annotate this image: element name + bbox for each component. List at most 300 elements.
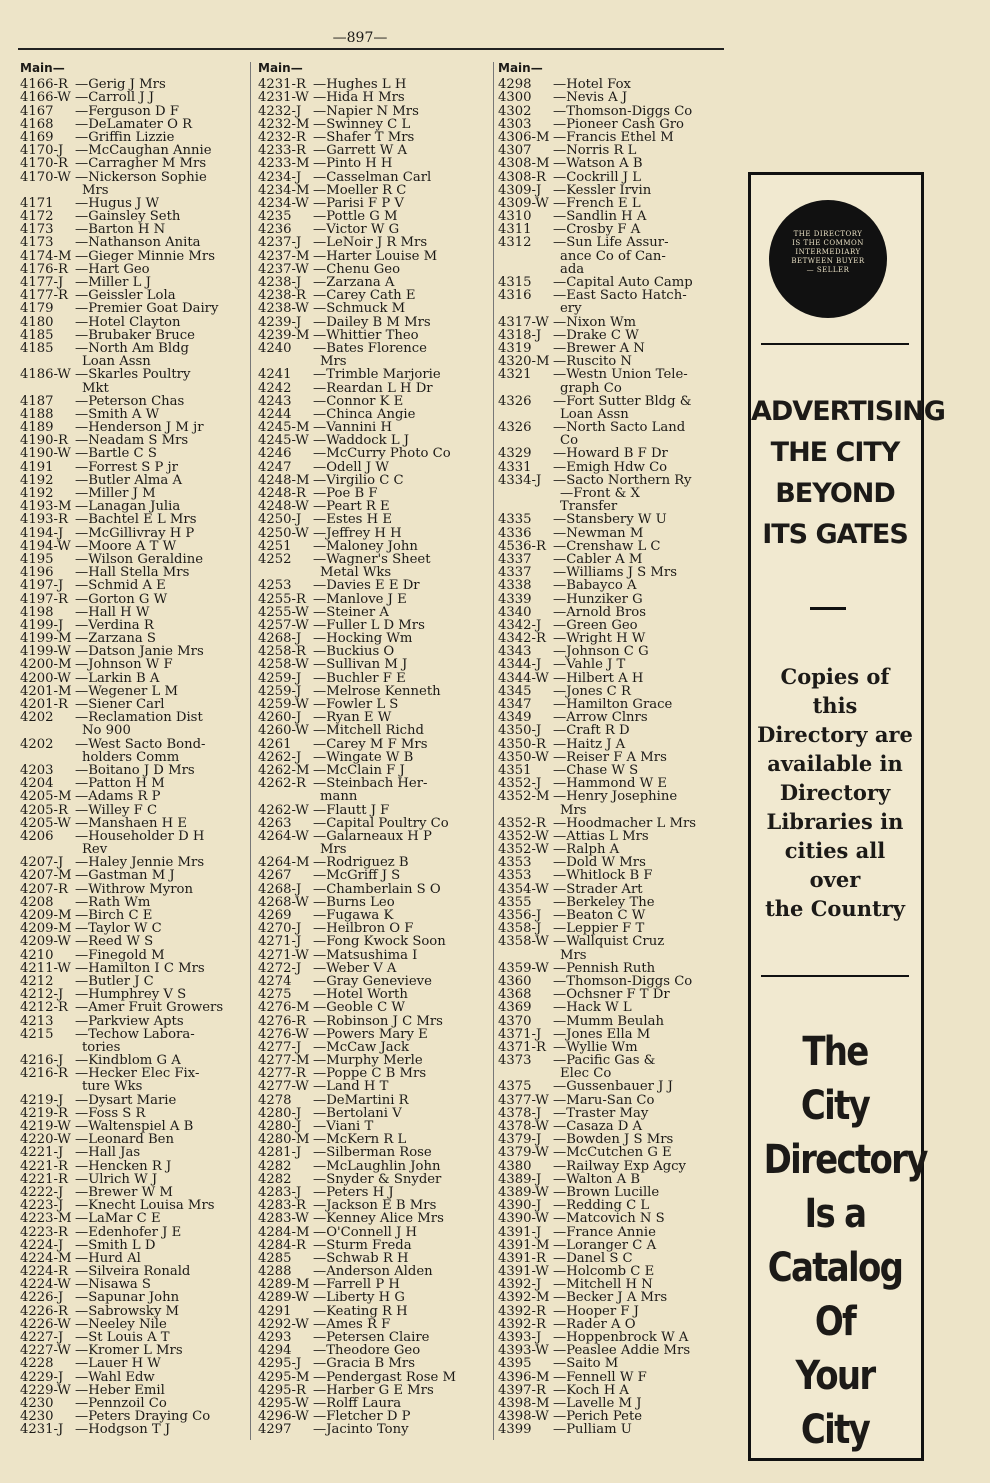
entry-continuation: ture Wks [82,1079,143,1095]
phone-number: 4284-R [258,1237,306,1253]
directory-entry [20,738,248,751]
phone-number: 4224-J [20,1237,64,1253]
phone-number: 4339 [498,591,532,607]
listing-name: —Matsushima I [313,947,418,963]
directory-column-3 [498,62,733,1437]
listing-name: —Lavelle M J [553,1395,642,1411]
ad-copies-line: Libraries in [766,809,904,834]
listing-name: —Davies E E Dr [313,578,420,594]
phone-number: 4207-J [20,855,64,871]
listing-name: —Peaslee Addie Mrs [553,1343,691,1359]
listing-name: —Miller J M [75,486,156,502]
listing-name: —Ochsner F T Dr [553,987,670,1003]
directory-entry [258,738,490,751]
phone-number: 4244 [258,406,292,422]
directory-entry [20,513,248,526]
listing-name: —Dailey B M Mrs [313,314,431,330]
directory-entry [258,1212,490,1225]
listing-name: —Peart R E [313,499,390,515]
directory-entry [498,1384,733,1397]
directory-entry [498,1094,733,1107]
phone-number: 4238-R [258,288,306,304]
listing-name: —Poe B F [313,486,378,502]
listing-name: —Kessler Irvin [553,182,652,198]
phone-number: 4353 [498,868,532,884]
directory-entry [20,790,248,803]
phone-number: 4393-W [498,1343,549,1359]
listing-name: —Crosby F A [553,222,641,238]
directory-entry [498,817,733,830]
listing-name: —Fowler L S [313,697,399,713]
phone-number: 4274 [258,973,292,989]
listing-name: —Thomson-Diggs Co [553,973,693,989]
phone-number: 4308-M [498,156,550,172]
listing-name: —Petersen Claire [313,1330,430,1346]
phone-number: 4194-J [20,525,64,541]
phone-number: 4253 [258,578,292,594]
phone-number: 4248-M [258,472,310,488]
phone-number: 4280-J [258,1105,302,1121]
listing-name: —Bertolani V [313,1105,402,1121]
directory-entry [258,579,490,592]
directory-entry [258,1015,490,1028]
listing-name: —Heilbron O F [313,921,414,937]
phone-number: 4255-R [258,591,306,607]
listing-name: —Estes H E [313,512,392,528]
listing-name: —French E L [553,195,641,211]
listing-name: —Saito M [553,1356,619,1372]
directory-entry [258,527,490,540]
phone-number: 4392-M [498,1290,550,1306]
phone-number: 4298 [498,77,532,93]
directory-entry [498,804,733,817]
directory-entry [258,302,490,315]
directory-entry [20,382,248,395]
phone-number: 4379-J [498,1132,542,1148]
ad-headline-line: BEYOND [775,478,895,509]
phone-number: 4234-W [258,195,309,211]
directory-entry [258,724,490,737]
listing-name: —Ferguson D F [75,103,179,119]
directory-column-2 [258,62,490,1437]
directory-entry [258,329,490,342]
listing-name: —Babayco A [553,578,637,594]
listing-name: —Matcovich N S [553,1211,665,1227]
listing-name: —Wright H W [553,631,646,647]
directory-entry [20,658,248,671]
phone-number: 4185 [20,340,54,356]
top-rule [18,48,724,50]
phone-number: 4267 [258,868,292,884]
directory-entry [498,1173,733,1186]
listing-name: —Maru-San Co [553,1092,655,1108]
directory-entry [258,949,490,962]
listing-name: —Johnson C G [553,644,649,660]
ad-copies-line: Directory are [757,722,913,747]
listing-name: —Sullivan M J [313,657,408,673]
phone-number: 4211-W [20,960,71,976]
directory-entry [258,1094,490,1107]
listing-name: —Jeffrey H H [313,525,402,541]
directory-entry [20,830,248,843]
listing-name: —Hotel Worth [313,987,408,1003]
phone-number: 4219-W [20,1119,71,1135]
directory-entry [498,1028,733,1041]
phone-number: 4306-M [498,129,550,145]
listing-name: —Sandlin H A [553,209,647,225]
listing-name: —Wagner's Sheet [313,551,431,567]
phone-number: 4233-M [258,156,310,172]
phone-number: 4282 [258,1158,292,1174]
directory-entry [20,1080,248,1093]
phone-number: 4260-W [258,723,309,739]
phone-number: 4212 [20,973,54,989]
directory-entry [498,461,733,474]
phone-number: 4223-M [20,1211,72,1227]
listing-name: —Siener Carl [75,697,165,713]
listing-name: —West Sacto Bond- [75,736,206,752]
entry-continuation: Mrs [560,947,587,963]
phone-number: 4309-W [498,195,549,211]
phone-number: 4319 [498,340,532,356]
entry-continuation: —Front & X [560,486,640,502]
ad-copies-line: available in [767,751,903,776]
listing-name: —Brewer W M [75,1184,173,1200]
phone-number: 4170-J [20,143,64,159]
phone-number: 4221-R [20,1171,68,1187]
listing-name: —Green Geo [553,617,638,633]
phone-number: 4329 [498,446,532,462]
listing-name: —Poppe C B Mrs [313,1066,427,1082]
directory-entry [498,606,733,619]
phone-number: 4269 [258,908,292,924]
listing-name: —Hamilton Grace [553,697,673,713]
listing-name: —Hall Jas [75,1145,141,1161]
directory-entry [20,869,248,882]
directory-entry [498,118,733,131]
listing-name: —Chase W S [553,762,639,778]
phone-number: 4336 [498,525,532,541]
ad-headline [751,391,945,555]
listing-name: —Hurd Al [75,1250,141,1266]
listing-name: —Geissler Lola [75,288,176,304]
phone-number: 4344-J [498,657,542,673]
listing-name: —Gieger Minnie Mrs [75,248,215,264]
listing-name: —McCurry Photo Co [313,446,451,462]
phone-number: 4389-W [498,1184,549,1200]
listing-name: —France Annie [553,1224,656,1240]
directory-entry [498,1239,733,1252]
directory-entry [498,658,733,671]
entry-continuation: No 900 [82,723,131,739]
listing-name: —LaMar C E [75,1211,161,1227]
listing-name: —Shafer T Mrs [313,129,415,145]
listing-name: —Fong Kwock Soon [313,934,446,950]
phone-number: 4213 [20,1013,54,1029]
listing-name: —Moore A T W [75,538,177,554]
phone-number: 4391-W [498,1264,549,1280]
listing-name: —Hooper F J [553,1303,639,1319]
phone-number: 4342-R [498,631,546,647]
phone-number: 4302 [498,103,532,119]
listing-name: —Craft R D [553,723,630,739]
listing-name: —Peters H J [313,1184,394,1200]
phone-number: 4186-W [20,367,71,383]
phone-number: 4245-M [258,420,310,436]
entry-continuation: Loan Assn [560,406,629,422]
phone-number: 4344-W [498,670,549,686]
phone-number: 4207-R [20,881,68,897]
listing-name: —Swinney C L [313,116,411,132]
listing-name: —McKern R L [313,1132,407,1148]
phone-number: 4377-W [498,1092,549,1108]
phone-number: 4237-J [258,235,302,251]
phone-number: 4296-W [258,1409,309,1425]
listing-name: —Bartle C S [75,446,157,462]
entry-continuation: tories [82,1039,121,1055]
directory-entry [258,790,490,803]
listing-name: —Birch C E [75,908,153,924]
directory-entry [498,91,733,104]
directory-entry [258,447,490,460]
phone-number: 4260-J [258,710,302,726]
listing-name: —Weber V A [313,960,397,976]
phone-number: 4391-R [498,1250,546,1266]
directory-entry [498,421,733,434]
phone-number: 4307 [498,143,532,159]
listing-name: —McGillivray H P [75,525,195,541]
phone-number: 4233-R [258,143,306,159]
directory-entry [498,395,733,408]
phone-number: 4369 [498,1000,532,1016]
phone-number: 4216-R [20,1066,68,1082]
listing-name: —Barton H N [75,222,166,238]
phone-number: 4359-W [498,960,549,976]
phone-number: 4320-M [498,354,550,370]
directory-entry [498,1423,733,1436]
directory-entry [20,751,248,764]
directory-entry [258,91,490,104]
phone-number: 4396-M [498,1369,550,1385]
phone-number: 4295-J [258,1356,302,1372]
phone-number: 4224-W [20,1277,71,1293]
directory-entry [258,869,490,882]
ad-copies-line: Directory [779,780,891,805]
ad-catalog-line: Your City [795,1353,875,1453]
phone-number: 4232-R [258,129,306,145]
directory-entry [258,606,490,619]
ad-catalog-line: Directory [763,1137,927,1183]
listing-name: —Strader Art [553,881,643,897]
listing-name: —Carragher M Mrs [75,156,207,172]
entry-continuation: Mrs [320,842,347,858]
directory-entry [258,1226,490,1239]
listing-name: —Gainsley Seth [75,209,181,225]
phone-number: 4358-J [498,921,542,937]
listing-name: —Buchler F E [313,670,406,686]
directory-entry [20,91,248,104]
entry-continuation: graph Co [560,380,622,396]
listing-name: —Brubaker Bruce [75,327,195,343]
phone-number: 4238-J [258,275,302,291]
phone-number: 4399 [498,1422,532,1438]
listing-name: —Edenhofer J E [75,1224,182,1240]
phone-number: 4321 [498,367,532,383]
listing-name: —McCaughan Annie [75,143,212,159]
directory-entry [20,1239,248,1252]
directory-entry [498,513,733,526]
entry-continuation: Co [560,433,579,449]
listing-name: —Moeller R C [313,182,407,198]
phone-number: 4334-J [498,472,542,488]
listing-name: —Ruscito N [553,354,632,370]
phone-number: 4206 [20,828,54,844]
directory-entry [258,1305,490,1318]
directory-seal [769,200,887,318]
listing-name: —Viani T [313,1119,374,1135]
phone-number: 4277-W [258,1079,309,1095]
listing-name: —Manlove J E [313,591,407,607]
phone-number: 4342-J [498,617,542,633]
listing-name: —Keating R H [313,1303,408,1319]
seal-text: THE DIRECTORY IS THE COMMON INTERMEDIARY BETWEEN BUYER — SELLER [791,230,865,274]
phone-number: 4289-W [258,1290,309,1306]
listing-name: —Hack W L [553,1000,632,1016]
phone-number: 4293 [258,1330,292,1346]
entry-continuation: Elec Co [560,1066,612,1082]
listing-name: —Capital Auto Camp [553,275,693,291]
listing-name: —Skarles Poultry [75,367,191,383]
listing-name: —Dysart Marie [75,1092,177,1108]
directory-entry [20,1094,248,1107]
listing-name: —Taylor W C [75,921,162,937]
phone-number: 4347 [498,697,532,713]
directory-entry [20,105,248,118]
phone-number: 4259-W [258,697,309,713]
phone-number: 4345 [498,683,532,699]
directory-entry [498,329,733,342]
phone-number: 4391-M [498,1237,550,1253]
phone-number: 4252 [258,551,292,567]
directory-entry [258,1028,490,1041]
phone-number: 4221-R [20,1158,68,1174]
directory-entry [258,250,490,263]
phone-number: 4349 [498,710,532,726]
entry-continuation: Metal Wks [320,565,392,581]
phone-number: 4277-R [258,1066,306,1082]
phone-number: 4245-W [258,433,309,449]
ad-copies-line: cities all [784,838,886,863]
ad-divider [761,975,909,977]
directory-entry [258,672,490,685]
phone-number: 4343 [498,644,532,660]
listing-name: —Casaza D A [553,1119,643,1135]
phone-number: 4371-R [498,1039,546,1055]
listing-name: —Nixon Wm [553,314,637,330]
directory-entry [258,658,490,671]
listing-name: —Gussenbauer J J [553,1079,673,1095]
phone-number: 4263 [258,815,292,831]
listing-name: —Forrest S P jr [75,459,178,475]
directory-entry [498,382,733,395]
listing-name: —Cockrill J L [553,169,641,185]
entry-continuation: ery [560,301,582,317]
phone-number: 4262-J [258,749,302,765]
phone-number: 4276-W [258,1026,309,1042]
directory-entry [498,1357,733,1370]
directory-entry [498,1305,733,1318]
directory-entry [498,672,733,685]
listing-name: —Pinto H H [313,156,393,172]
phone-number: 4223-R [20,1224,68,1240]
directory-entry [20,1371,248,1384]
listing-name: —Withrow Myron [75,881,193,897]
directory-entry [20,1226,248,1239]
directory-entry [498,883,733,896]
directory-entry [498,869,733,882]
listing-name: —Waltenspiel A B [75,1119,194,1135]
phone-number: 4227-W [20,1343,71,1359]
phone-number: 4392-R [498,1303,546,1319]
directory-entry [20,329,248,342]
phone-number: 4174-M [20,248,72,264]
listing-name: —McLaughlin John [313,1158,441,1174]
column-divider [250,62,251,1440]
directory-entry [20,949,248,962]
phone-number: 4283-W [258,1211,309,1227]
listing-name: —Nickerson Sophie [75,169,207,185]
listing-name: —Murphy Merle [313,1053,423,1069]
phone-number: 4340 [498,604,532,620]
entry-continuation: Mrs [320,354,347,370]
listing-name: —Powers Mary E [313,1026,428,1042]
phone-number: 4311 [498,222,532,238]
entry-continuation: mann [320,789,358,805]
phone-number: 4169 [20,129,54,145]
phone-number: 4223-J [20,1198,64,1214]
phone-number: 4275 [258,987,292,1003]
directory-entry [498,962,733,975]
entry-continuation: Loan Assn [82,354,151,370]
directory-entry [20,1291,248,1304]
listing-name: —Berkeley The [553,894,655,910]
listing-name: —Hencken R J [75,1158,172,1174]
listing-name: —Steinbach Her- [313,776,428,792]
ad-copies-line: over [809,867,861,892]
entry-continuation: ance Co of Can- [560,248,666,264]
phone-number: 4170-R [20,156,68,172]
phone-number: 4277-J [258,1039,302,1055]
ad-catalog-line: Catalog Of [767,1245,903,1345]
listing-name: —Chinca Angie [313,406,416,422]
phone-number: 4231-R [258,77,306,93]
listing-name: —Vannini H [313,420,392,436]
phone-number: 4370 [498,1013,532,1029]
ad-catalog-line: Is a [804,1191,866,1237]
phone-number: 4353 [498,855,532,871]
listing-name: —Victor W G [313,222,400,238]
phone-number: 4271-J [258,934,302,950]
phone-number: 4258-R [258,644,306,660]
phone-number: 4318-J [498,327,542,343]
phone-number: 4288 [258,1264,292,1280]
directory-entry [20,236,248,249]
phone-number: 4309-J [498,182,542,198]
listing-name: —Leonard Ben [75,1132,174,1148]
directory-entry [20,962,248,975]
listing-name: —Hotel Clayton [75,314,181,330]
listing-name: —Mumm Beulah [553,1013,664,1029]
